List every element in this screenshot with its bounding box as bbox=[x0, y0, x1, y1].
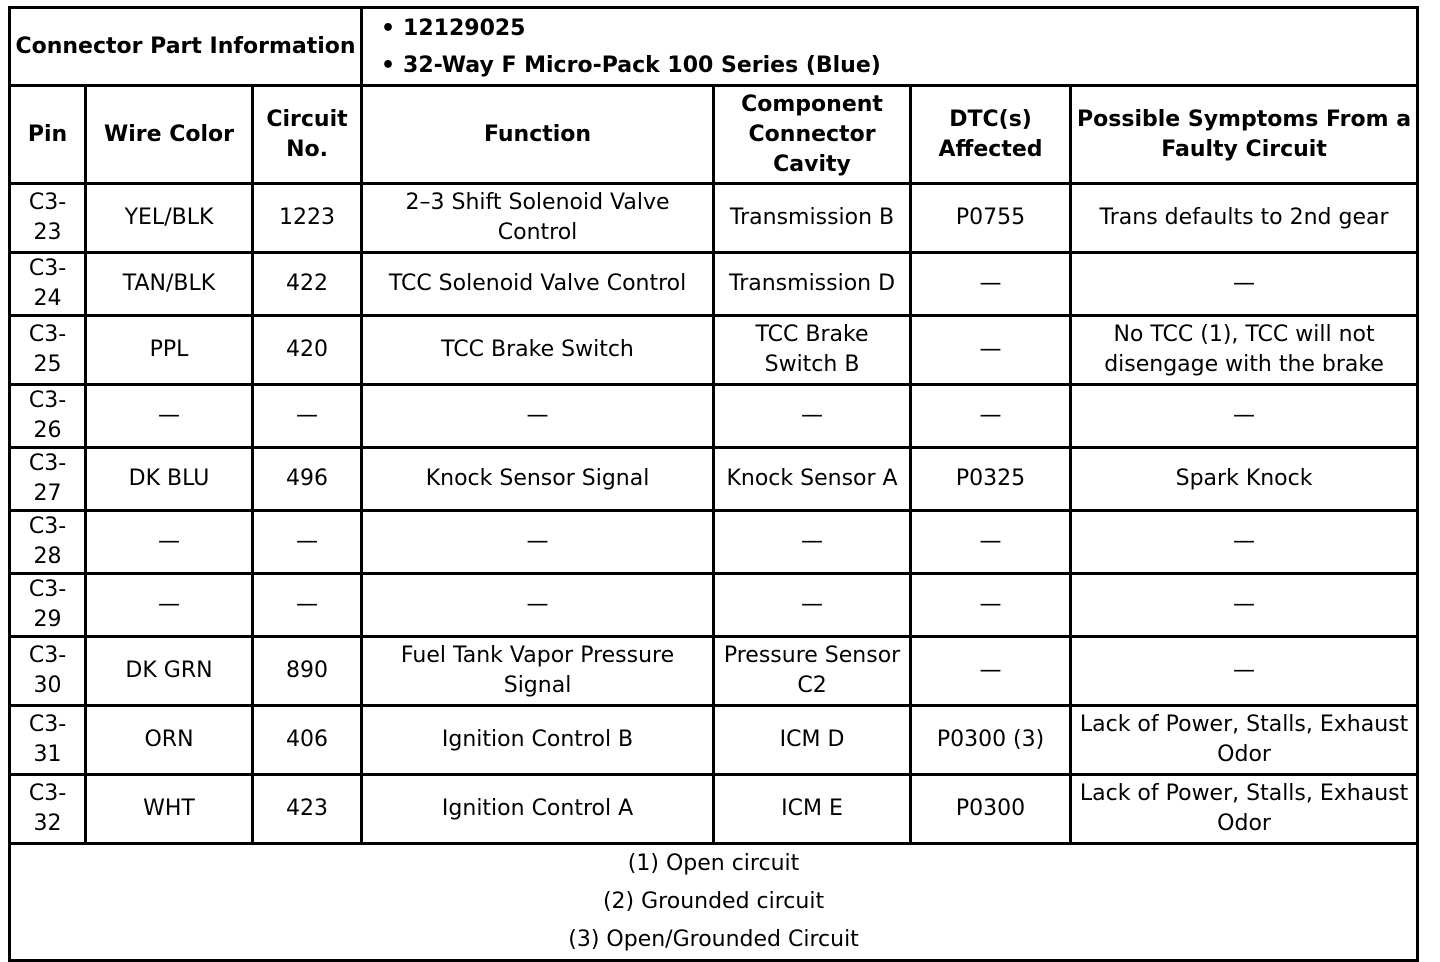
connector-description: • 32-Way F Micro-Pack 100 Series (Blue) bbox=[403, 47, 1412, 84]
pin-cell: C3-32 bbox=[10, 775, 86, 844]
dtc-cell: — bbox=[911, 637, 1071, 706]
pin-cell: C3-24 bbox=[10, 253, 86, 316]
dtc-cell: P0300 bbox=[911, 775, 1071, 844]
dtc-cell: P0300 (3) bbox=[911, 706, 1071, 775]
wire-color-cell: YEL/BLK bbox=[86, 184, 253, 253]
dtc-cell: P0325 bbox=[911, 448, 1071, 511]
pin-cell: C3-31 bbox=[10, 706, 86, 775]
symptoms-cell: — bbox=[1071, 253, 1418, 316]
dtc-cell: — bbox=[911, 574, 1071, 637]
table-row bbox=[10, 385, 1418, 448]
function-cell: Fuel Tank Vapor Pressure Signal bbox=[362, 637, 714, 706]
symptoms-cell: Lack of Power, Stalls, Exhaust Odor bbox=[1071, 775, 1418, 844]
wire-color-cell: WHT bbox=[86, 775, 253, 844]
dtc-cell: — bbox=[911, 511, 1071, 574]
circuit-cell: 422 bbox=[253, 253, 362, 316]
wire-color-cell: DK BLU bbox=[86, 448, 253, 511]
header-symptoms: Possible Symptoms From a Faulty Circuit bbox=[1071, 86, 1418, 184]
pin-cell: C3-29 bbox=[10, 574, 86, 637]
wire-color-cell: ORN bbox=[86, 706, 253, 775]
cavity-cell: — bbox=[714, 574, 911, 637]
dtc-cell: — bbox=[911, 316, 1071, 385]
footnote-2: (2) Grounded circuit bbox=[602, 889, 825, 914]
dtc-cell: — bbox=[911, 253, 1071, 316]
connector-info-row bbox=[10, 8, 1418, 86]
function-cell: Knock Sensor Signal bbox=[362, 448, 714, 511]
header-pin: Pin bbox=[10, 86, 86, 184]
wire-color-cell: — bbox=[86, 574, 253, 637]
cavity-cell: ICM E bbox=[714, 775, 911, 844]
function-cell: Ignition Control B bbox=[362, 706, 714, 775]
cavity-cell: TCC Brake Switch B bbox=[714, 316, 911, 385]
dtc-cell: — bbox=[911, 385, 1071, 448]
cavity-cell: Transmission D bbox=[714, 253, 911, 316]
cavity-cell: Knock Sensor A bbox=[714, 448, 911, 511]
footnote-3: (3) Open/Grounded Circuit bbox=[568, 927, 859, 952]
table-row bbox=[10, 511, 1418, 574]
table-row bbox=[10, 316, 1418, 385]
footnotes bbox=[10, 844, 1418, 961]
pin-cell: C3-28 bbox=[10, 511, 86, 574]
table-body bbox=[10, 184, 1418, 844]
circuit-cell: 890 bbox=[253, 637, 362, 706]
table-row bbox=[10, 706, 1418, 775]
pin-cell: C3-27 bbox=[10, 448, 86, 511]
symptoms-cell: — bbox=[1071, 574, 1418, 637]
wire-color-cell: — bbox=[86, 385, 253, 448]
connector-info-details bbox=[362, 8, 1418, 86]
pin-cell: C3-25 bbox=[10, 316, 86, 385]
connector-info-title: Connector Part Information bbox=[10, 8, 362, 86]
symptoms-cell: Lack of Power, Stalls, Exhaust Odor bbox=[1071, 706, 1418, 775]
function-cell: Ignition Control A bbox=[362, 775, 714, 844]
function-cell: — bbox=[362, 574, 714, 637]
wire-color-cell: TAN/BLK bbox=[86, 253, 253, 316]
wire-color-cell: PPL bbox=[86, 316, 253, 385]
circuit-cell: 406 bbox=[253, 706, 362, 775]
header-component-cavity: Component Connector Cavity bbox=[714, 86, 911, 184]
dtc-cell: P0755 bbox=[911, 184, 1071, 253]
symptoms-cell: — bbox=[1071, 385, 1418, 448]
function-cell: TCC Solenoid Valve Control bbox=[362, 253, 714, 316]
connector-document bbox=[8, 6, 1416, 952]
symptoms-cell: — bbox=[1071, 511, 1418, 574]
symptoms-cell: — bbox=[1071, 637, 1418, 706]
header-function: Function bbox=[362, 86, 714, 184]
connector-table bbox=[8, 6, 1419, 962]
function-cell: 2–3 Shift Solenoid Valve Control bbox=[362, 184, 714, 253]
header-circuit-no: Circuit No. bbox=[253, 86, 362, 184]
function-cell: — bbox=[362, 385, 714, 448]
function-cell: TCC Brake Switch bbox=[362, 316, 714, 385]
circuit-cell: 496 bbox=[253, 448, 362, 511]
wire-color-cell: — bbox=[86, 511, 253, 574]
cavity-cell: — bbox=[714, 511, 911, 574]
table-row bbox=[10, 637, 1418, 706]
footnote-1: (1) Open circuit bbox=[627, 851, 800, 876]
symptoms-cell: Spark Knock bbox=[1071, 448, 1418, 511]
cavity-cell: Pressure Sensor C2 bbox=[714, 637, 911, 706]
table-row bbox=[10, 184, 1418, 253]
cavity-cell: ICM D bbox=[714, 706, 911, 775]
cavity-cell: — bbox=[714, 385, 911, 448]
notes-row bbox=[10, 844, 1418, 961]
table-row bbox=[10, 448, 1418, 511]
pin-cell: C3-23 bbox=[10, 184, 86, 253]
header-dtc: DTC(s) Affected bbox=[911, 86, 1071, 184]
circuit-cell: — bbox=[253, 385, 362, 448]
symptoms-cell: Trans defaults to 2nd gear bbox=[1071, 184, 1418, 253]
function-cell: — bbox=[362, 511, 714, 574]
table-row bbox=[10, 574, 1418, 637]
pin-cell: C3-30 bbox=[10, 637, 86, 706]
table-row bbox=[10, 253, 1418, 316]
symptoms-cell: No TCC (1), TCC will not disengage with the brake bbox=[1071, 316, 1418, 385]
circuit-cell: 420 bbox=[253, 316, 362, 385]
cavity-cell: Transmission B bbox=[714, 184, 911, 253]
table-row bbox=[10, 775, 1418, 844]
wire-color-cell: DK GRN bbox=[86, 637, 253, 706]
header-wire-color: Wire Color bbox=[86, 86, 253, 184]
circuit-cell: — bbox=[253, 511, 362, 574]
pin-cell: C3-26 bbox=[10, 385, 86, 448]
circuit-cell: — bbox=[253, 574, 362, 637]
circuit-cell: 1223 bbox=[253, 184, 362, 253]
circuit-cell: 423 bbox=[253, 775, 362, 844]
connector-part-number: • 12129025 bbox=[403, 10, 1412, 47]
column-header-row bbox=[10, 86, 1418, 184]
